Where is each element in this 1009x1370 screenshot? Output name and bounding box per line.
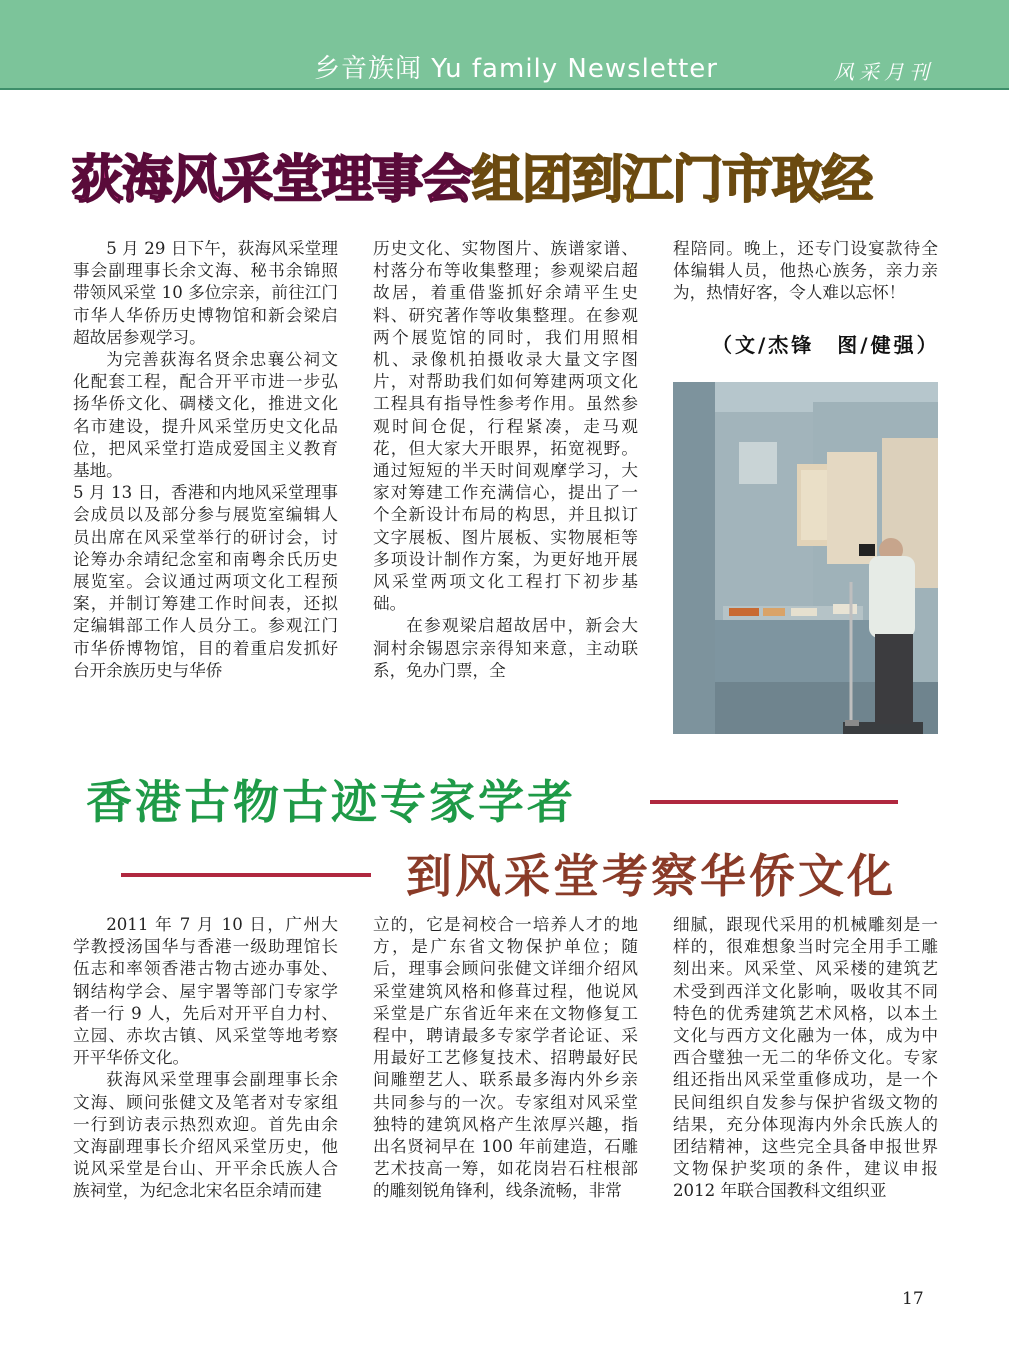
paragraph: 2011 年 7 月 10 日，广州大学教授汤国华与香港一级助理馆长伍志和率领香港古物古迹办事处、钢结构学会、屋宇署等部门专家学者一行 9 人，先后对开平自力村、立园、赤坎古镇、风采堂等地考察开平华侨文化。 (73, 915, 338, 1068)
paragraph: 细腻，跟现代采用的机械雕刻是一样的，很难想象当时完全用手工雕刻出来。风采堂、风采楼的建筑艺术受到西洋文化影响，吸收其不同特色的优秀建筑艺术风格，以本土文化与西方文化融为一体，成为中西合璧独一无二的华侨文化。专家组还指出风采堂重修成功，是一个民间组织自发参与保护省级文物的结果，充分体现海内外余氏族人的团结精神，这些完全具备申报世界文物保护奖项的条件，建议申报 2012 年联合国教科文组织亚 (673, 915, 938, 1201)
paragraph: 5 月 29 日下午，荻海风采堂理事会副理事长余文海、秘书余锦照带领风采堂 10 多位宗亲，前往江门市华人华侨历史博物馆和新会梁启超故居参观学习。 (73, 239, 338, 347)
page-number: 17 (902, 1289, 924, 1309)
article1-column-1 (73, 238, 338, 682)
paragraph: 在参观梁启超故居中，新会大洞村余锡恩宗亲得知来意，主动联系，免办门票，全 (373, 616, 638, 680)
paragraph: 历史文化、实物图片、族谱家谱、村落分布等收集整理；参观梁启超故居，着重借鉴抓好余靖平生史料、研究著作等收集整理。在参观两个展览馆的同时，我们用照相机、录像机拍摄收录大量文字图片，对帮助我们如何筹建两项文化工程具有指导性参考作用。虽然参观时间仓促，行程紧凑，走马观花，但大家大开眼界，拓宽视野。通过短短的半天时间观摩学习，大家对筹建工作充满信心，提出了一个全新设计布局的构思，并且拟订文字展板、图片展板、实物展柜等多项设计制作方案，为更好地开展风采堂两项文化工程打下初步基础。 (373, 239, 638, 614)
article1-headline-part2: 组团到江门市取经 (472, 151, 873, 210)
article1-column-3 (673, 238, 938, 305)
newsletter-header (0, 0, 1009, 90)
article2-headline-line2: 到风采堂考察华侨文化 (406, 849, 896, 903)
museum-photo (673, 382, 938, 734)
paragraph: 5 月 13 日，香港和内地风采堂理事会成员以及部分参与展览室编辑人员出席在风采堂举行的研讨会，讨论筹办余靖纪念室和南粤余氏历史展览室。会议通过两项文化工程预案，并制订筹建工作时间表，还拟定编辑部工作人员分工。参观江门市华侨博物馆，目的着重启发抓好台开余族历史与华侨 (73, 483, 338, 680)
paragraph: 为完善荻海名贤余忠襄公祠文化配套工程，配合开平市进一步弘扬华侨文化、碉楼文化，推进文化名市建设，提升风采堂历史文化品位，把风采堂打造成爱国主义教育基地。 (73, 350, 338, 481)
article1-byline: （文/杰锋 图/健强） (712, 333, 940, 357)
article2-column-1 (73, 914, 338, 1203)
paragraph: 荻海风采堂理事会副理事长余文海、顾问张健文及笔者对专家组一行到访表示热烈欢迎。首先由余文海副理事长介绍风采堂历史，他说风采堂是台山、开平余氏族人合族祠堂，为纪念北宋名臣余靖而建 (73, 1070, 338, 1201)
paragraph: 立的，它是祠校合一培养人才的地方，是广东省文物保护单位；随后，理事会顾问张健文详细介绍风采堂建筑风格和修葺过程，他说风采堂是广东省近年来在文物修复工程中，聘请最多专家学者论证、采用最好工艺修复技术、招聘最好民间雕塑艺人、联系最多海内外乡亲共同参与的一次。专家组对风采堂独特的建筑风格产生浓厚兴趣，指出名贤祠早在 100 年前建造，石雕艺术技高一筹，如花岗岩石柱根部的雕刻锐角锋利，线条流畅，非常 (373, 915, 638, 1201)
article1-headline (72, 138, 872, 212)
article2-column-3 (673, 914, 938, 1203)
headline-rule-right (650, 800, 898, 804)
article2-headline-line1: 香港古物古迹专家学者 (86, 775, 576, 829)
newsletter-name: 乡音族闻 Yu family Newsletter (314, 54, 718, 84)
article1-column-2 (373, 238, 638, 682)
article1-headline-part1: 荻海风采堂理事会 (72, 151, 473, 210)
headline-rule-left (121, 873, 371, 877)
paragraph: 程陪同。晚上，还专门设宴款待全体编辑人员，他热心族务，亲力亲为，热情好客，令人难以忘怀！ (673, 239, 938, 303)
article2-column-2 (373, 914, 638, 1203)
issue-name: 风采月刊 (834, 60, 934, 84)
